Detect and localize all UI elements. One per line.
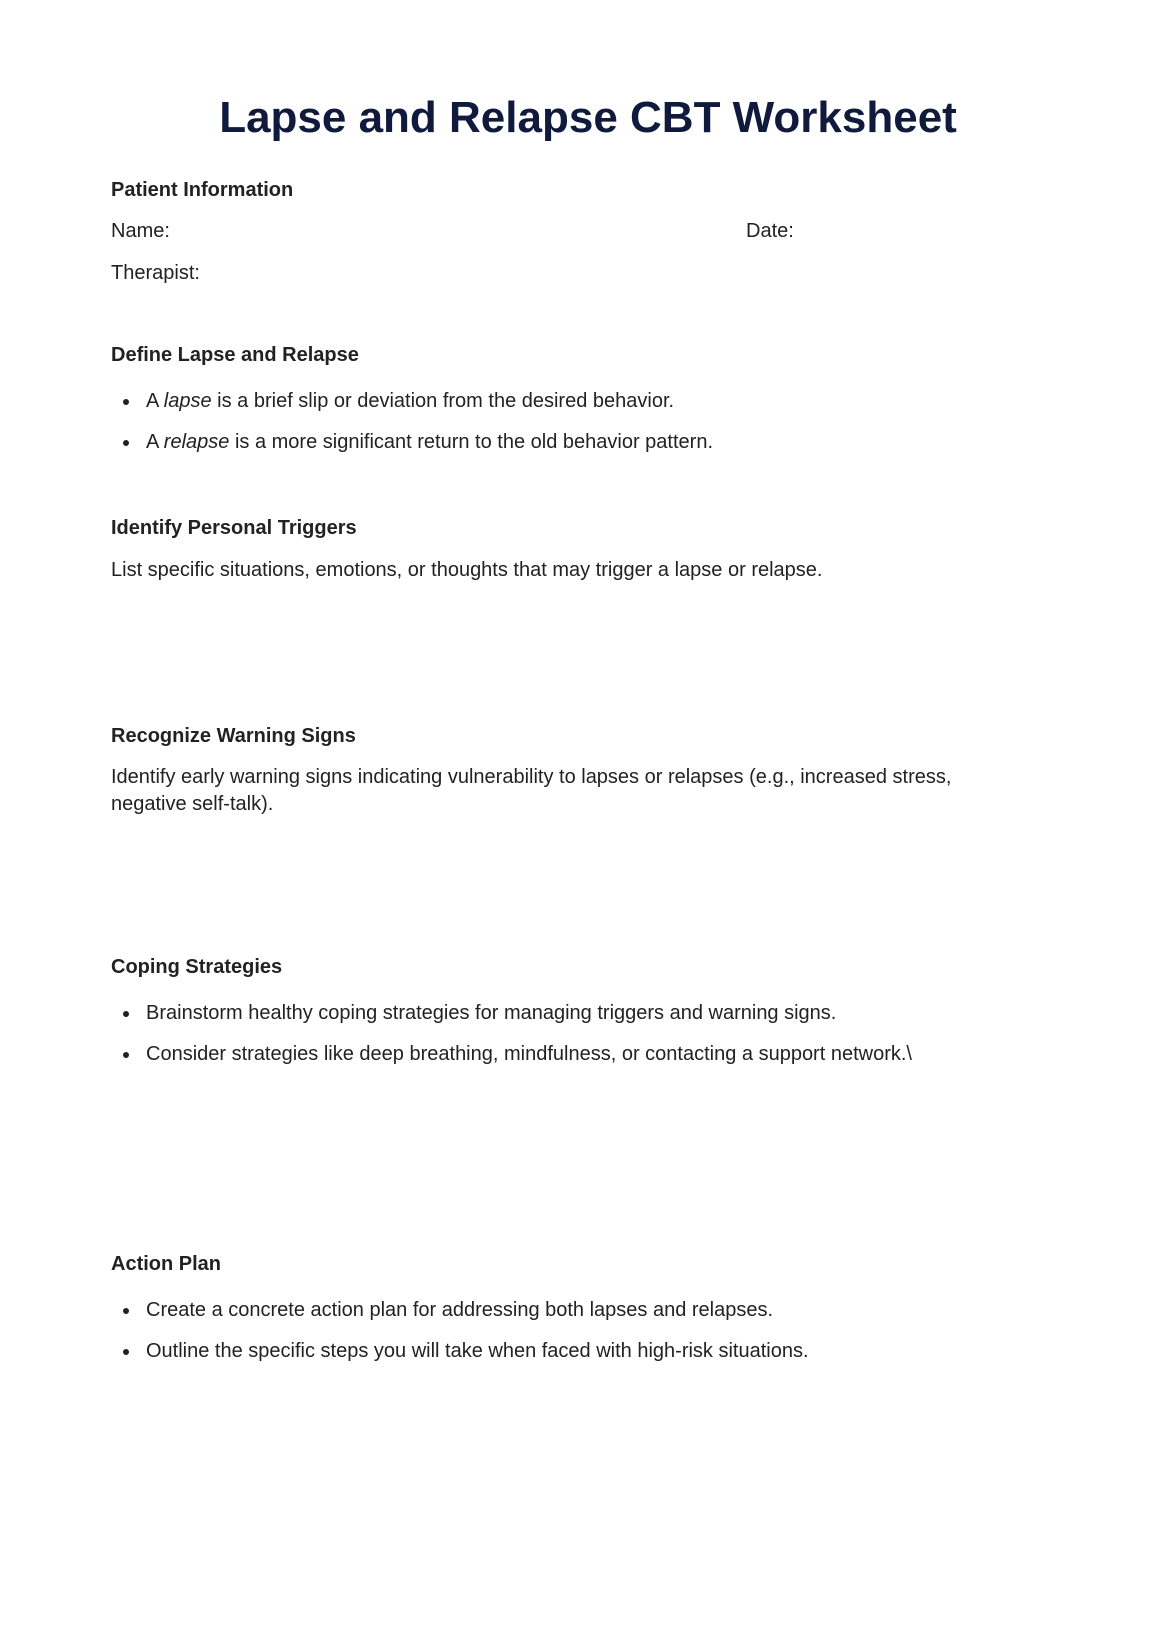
list-item: [146, 430, 713, 454]
text: is a more significant return to the old behavior pattern.: [229, 431, 713, 453]
text: A: [146, 390, 164, 412]
coping-heading: Coping Strategies: [111, 956, 283, 978]
triggers-text: List specific situations, emotions, or thoughts that may trigger a lapse or relapse.: [111, 559, 823, 581]
date-label: Date:: [746, 220, 794, 242]
therapist-label: Therapist:: [111, 262, 200, 284]
name-label: Name:: [111, 220, 170, 242]
warning-heading: Recognize Warning Signs: [111, 725, 356, 747]
page-title: Lapse and Relapse CBT Worksheet: [219, 93, 957, 142]
patient-info-heading: Patient Information: [111, 179, 294, 201]
list-item: Outline the specific steps you will take when faced with high-risk situations.: [146, 1340, 809, 1362]
text: A: [146, 431, 164, 453]
action-heading: Action Plan: [111, 1253, 222, 1275]
term-relapse: relapse: [163, 431, 230, 453]
term-lapse: lapse: [163, 390, 212, 412]
warning-text: Identify early warning signs indicating vulnerability to lapses or relapses (e.g., increased stress, negative self-talk).: [111, 766, 952, 815]
list-item: Consider strategies like deep breathing, mindfulness, or contacting a support network.\: [146, 1043, 912, 1065]
list-item: [146, 389, 674, 413]
triggers-heading: Identify Personal Triggers: [111, 517, 357, 539]
list-item: Brainstorm healthy coping strategies for managing triggers and warning signs.: [146, 1002, 837, 1024]
define-heading: Define Lapse and Relapse: [111, 344, 359, 366]
list-item: Create a concrete action plan for addressing both lapses and relapses.: [146, 1299, 774, 1321]
text: is a brief slip or deviation from the desired behavior.: [211, 390, 675, 412]
